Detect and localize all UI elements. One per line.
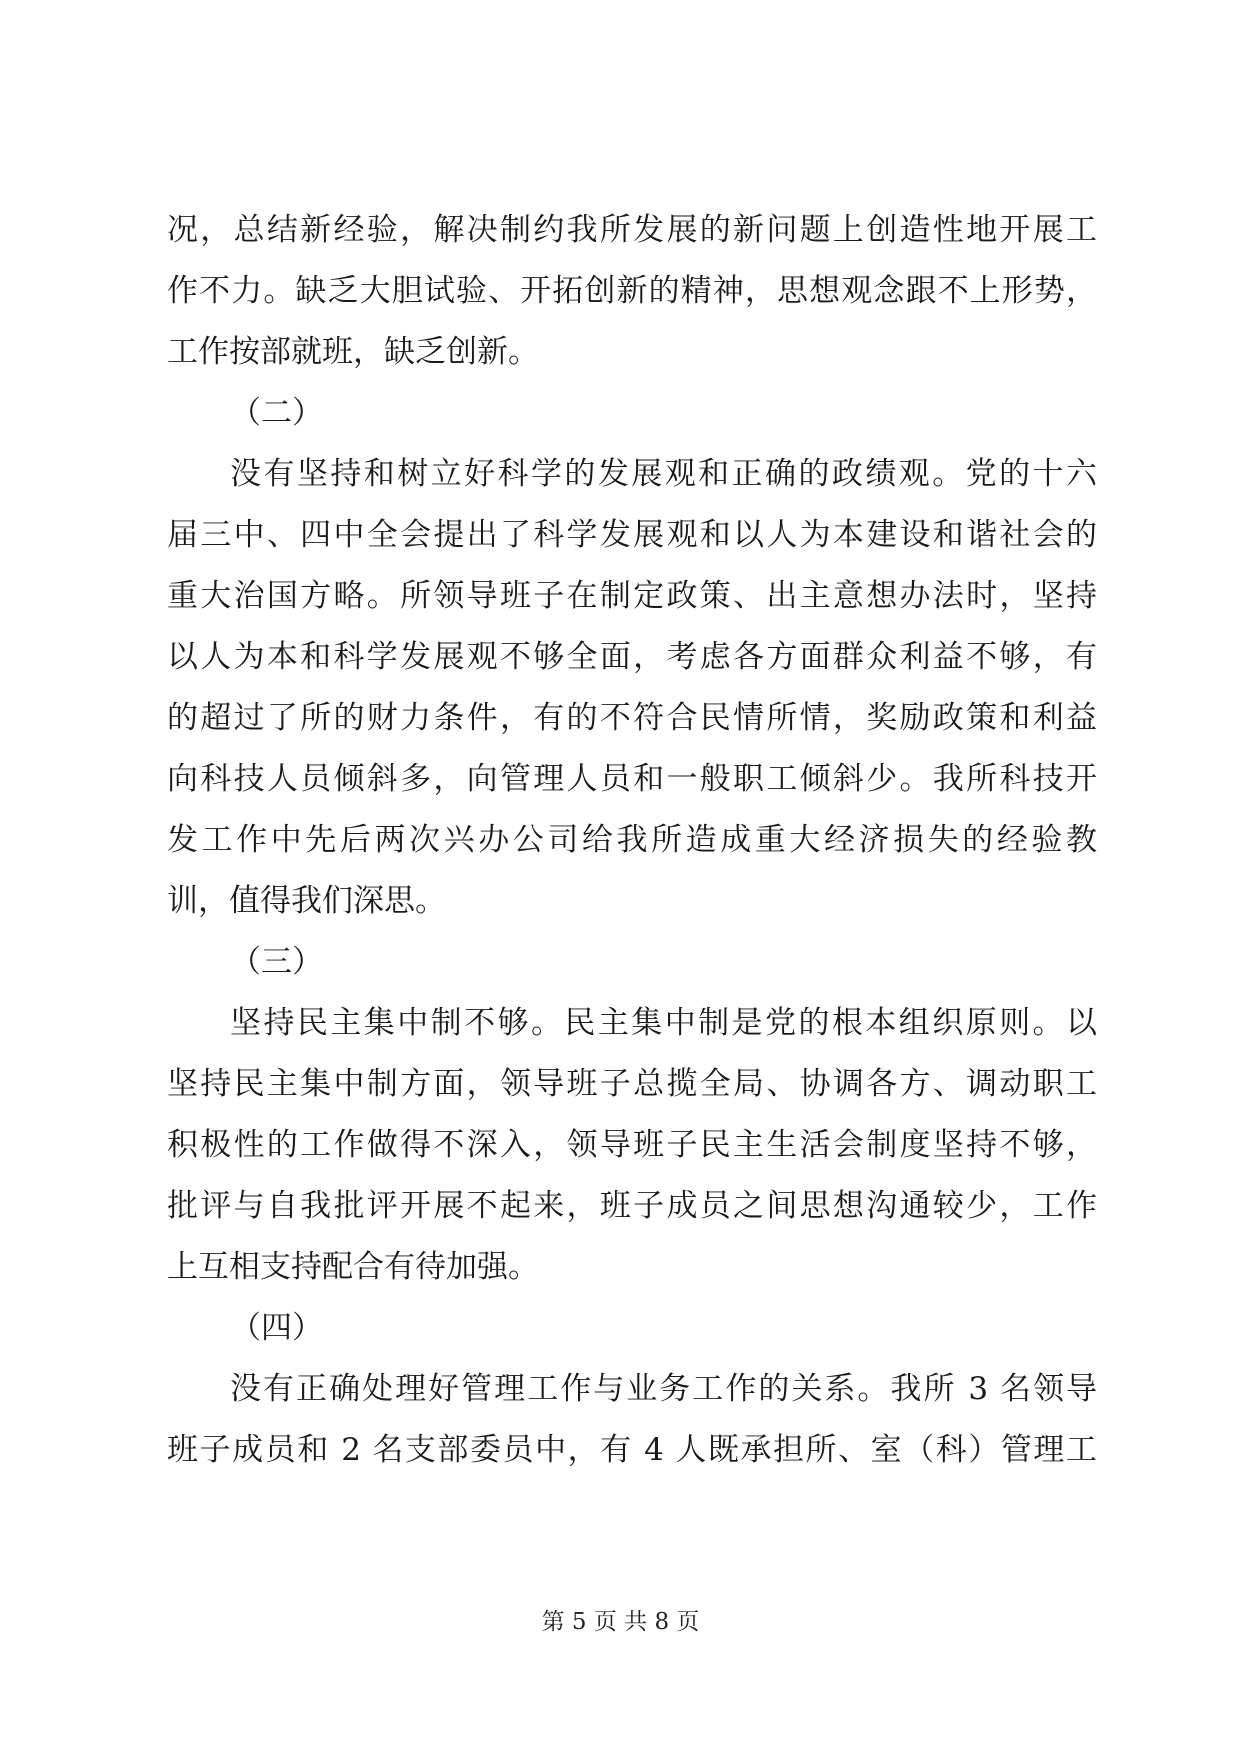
paragraph-2-line-6: 向科技人员倾斜多，向管理人员和一般职工倾斜少。我所科技开	[167, 761, 1097, 797]
paragraph-2-line-3: 重大治国方略。所领导班子在制定政策、出主意想办法时，坚持	[167, 578, 1097, 614]
paragraph-3-line-3: 积极性的工作做得不深入，领导班子民主生活会制度坚持不够，	[167, 1127, 1097, 1163]
paragraph-1-line-3: 工作按部就班，缺乏创新。	[167, 334, 539, 370]
paragraph-1-line-2: 作不力。缺乏大胆试验、开拓创新的精神，思想观念跟不上形势，	[167, 273, 1097, 309]
paragraph-2-line-2: 届三中、四中全会提出了科学发展观和以人为本建设和谐社会的	[167, 517, 1097, 553]
page-number-footer: 第 5 页 共 8 页	[541, 1609, 700, 1635]
paragraph-3-line-5: 上互相支持配合有待加强。	[167, 1249, 539, 1285]
paragraph-3-line-4: 批评与自我批评开展不起来，班子成员之间思想沟通较少，工作	[167, 1188, 1097, 1224]
paragraph-2-line-1: 没有坚持和树立好科学的发展观和正确的政绩观。党的十六	[230, 456, 1097, 492]
paragraph-4-line-2: 班子成员和 2 名支部委员中，有 4 人既承担所、室（科）管理工	[167, 1432, 1097, 1468]
paragraph-2-line-7: 发工作中先后两次兴办公司给我所造成重大经济损失的经验教	[167, 822, 1097, 858]
section-heading-4: （四）	[230, 1310, 323, 1346]
paragraph-2-line-5: 的超过了所的财力条件，有的不符合民情所情，奖励政策和利益	[167, 700, 1097, 736]
paragraph-2-line-8: 训，值得我们深思。	[167, 883, 446, 919]
section-heading-3: （三）	[230, 944, 323, 980]
paragraph-1-line-1: 况，总结新经验，解决制约我所发展的新问题上创造性地开展工	[167, 212, 1097, 248]
paragraph-3-line-1: 坚持民主集中制不够。民主集中制是党的根本组织原则。以	[230, 1005, 1097, 1041]
paragraph-2-line-4: 以人为本和科学发展观不够全面，考虑各方面群众利益不够，有	[167, 639, 1097, 675]
paragraph-3-line-2: 坚持民主集中制方面，领导班子总揽全局、协调各方、调动职工	[167, 1066, 1097, 1102]
paragraph-4-line-1: 没有正确处理好管理工作与业务工作的关系。我所 3 名领导	[230, 1371, 1097, 1407]
section-heading-2: （二）	[230, 395, 323, 431]
